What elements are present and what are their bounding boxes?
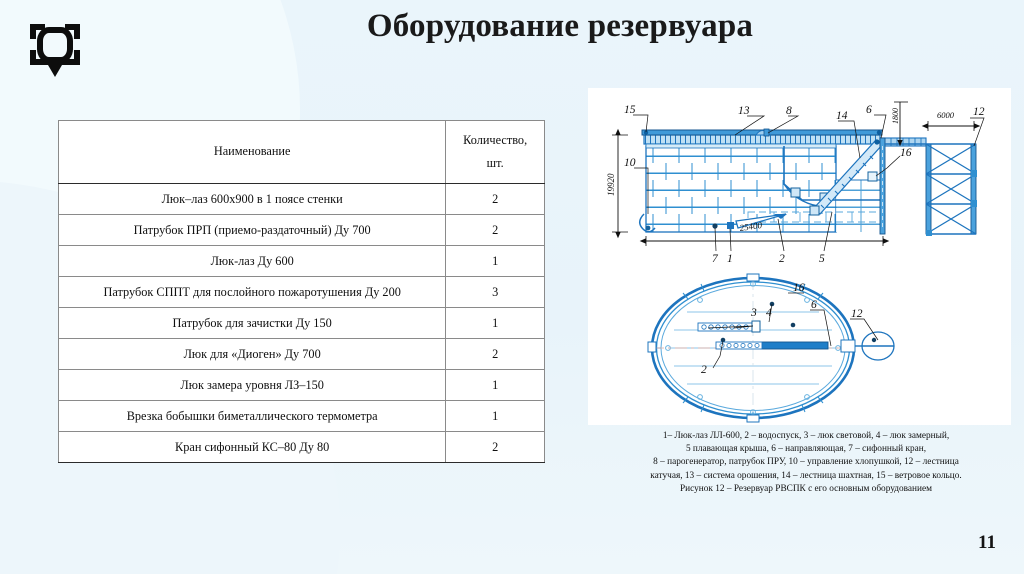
callout-1: 1 (727, 253, 733, 265)
plan-callout-2: 2 (701, 364, 707, 376)
dimension-1800 (891, 102, 908, 140)
column-header-name: Наименование (59, 121, 446, 184)
table-row (59, 215, 545, 246)
dimension-label-1800: 1800 (891, 108, 900, 124)
caption-line: 8 – парогенератор, патрубок ПРУ, 10 – управление хлопушкой, 12 – лестница (653, 457, 959, 468)
figure-caption (600, 430, 1012, 496)
cell-equipment-name: Люк для «Диоген» Ду 700 (59, 339, 446, 370)
callout-8: 8 (786, 105, 792, 117)
dimension-6000 (928, 110, 974, 131)
callout-2: 2 (779, 253, 785, 265)
callout-16: 16 (900, 147, 912, 159)
figure-panel (588, 88, 1011, 425)
plan-callout-6: 6 (811, 299, 817, 311)
page-number: 11 (978, 532, 996, 553)
cell-quantity: 2 (446, 184, 545, 215)
dimension-label-6000: 6000 (937, 110, 954, 120)
cell-quantity: 2 (446, 215, 545, 246)
table-row (59, 277, 545, 308)
cell-equipment-name: Патрубок для зачистки Ду 150 (59, 308, 446, 339)
caption-line: 5 плавающая крыша, 6 – направляющая, 7 – сифонный кран, (685, 444, 927, 455)
plan-view (648, 274, 894, 422)
dimension-label-25400: 25400 (738, 219, 763, 233)
callout-5: 5 (819, 253, 825, 265)
table-row (59, 339, 545, 370)
tank-equipment-logo-icon (26, 18, 84, 80)
equipment-table (58, 120, 545, 463)
elevation-view (606, 102, 985, 265)
table-row (59, 184, 545, 215)
tank-technical-drawing (588, 88, 1011, 425)
table-row (59, 432, 545, 463)
dimension-19920 (606, 135, 628, 232)
table-row (59, 370, 545, 401)
table-row (59, 308, 545, 339)
caption-line: катучая, 13 – система орошения, 14 – лестница шахтная, 15 – ветровое кольцо. (650, 470, 962, 481)
callout-6: 6 (866, 104, 872, 116)
table-header-row (59, 121, 545, 184)
cell-equipment-name: Патрубок ПРП (приемо-раздаточный) Ду 700 (59, 215, 446, 246)
callout-10: 10 (624, 157, 636, 169)
cell-equipment-name: Врезка бобышки биметаллического термометра (59, 401, 446, 432)
dimension-label-19920: 19920 (606, 173, 616, 196)
caption-line: Рисунок 12 – Резервуар РВСПК с его основным оборудованием (679, 483, 933, 494)
column-header-quantity-line1: Количество, (463, 132, 528, 147)
cell-equipment-name: Люк-лаз Ду 600 (59, 246, 446, 277)
cell-quantity: 3 (446, 277, 545, 308)
table-row (59, 401, 545, 432)
lattice-tower (926, 144, 977, 236)
plan-callout-16: 16 (793, 282, 805, 294)
cell-equipment-name: Люк замера уровня ЛЗ–150 (59, 370, 446, 401)
cell-quantity: 1 (446, 401, 545, 432)
plan-callout-3: 3 (751, 307, 757, 319)
column-header-quantity-line2: шт. (486, 156, 504, 170)
cell-equipment-name: Люк–лаз 600х900 в 1 поясе стенки (59, 184, 446, 215)
plan-callout-12: 12 (851, 308, 863, 320)
cell-quantity: 2 (446, 339, 545, 370)
cell-quantity: 1 (446, 370, 545, 401)
cell-quantity: 1 (446, 246, 545, 277)
table-row (59, 246, 545, 277)
caption-line: 1– Люк-лаз ЛЛ-600, 2 – водоспуск, 3 – люк световой, 4 – люк замерный, (662, 431, 950, 441)
callout-7: 7 (712, 253, 718, 265)
cell-quantity: 1 (446, 308, 545, 339)
cell-quantity: 2 (446, 432, 545, 463)
page-title: Оборудование резервуара (366, 8, 754, 44)
callout-12: 12 (973, 106, 985, 118)
callout-13: 13 (738, 105, 750, 117)
table-body (59, 184, 545, 463)
plan-callout-4: 4 (766, 307, 772, 319)
cell-equipment-name: Кран сифонный КС–80 Ду 80 (59, 432, 446, 463)
slide-header (0, 0, 1024, 92)
table-header (59, 121, 545, 184)
column-header-quantity (446, 121, 545, 184)
callout-14: 14 (836, 110, 848, 122)
cell-equipment-name: Патрубок СППТ для послойного пожаротушения Ду 200 (59, 277, 446, 308)
callout-15: 15 (624, 104, 636, 116)
